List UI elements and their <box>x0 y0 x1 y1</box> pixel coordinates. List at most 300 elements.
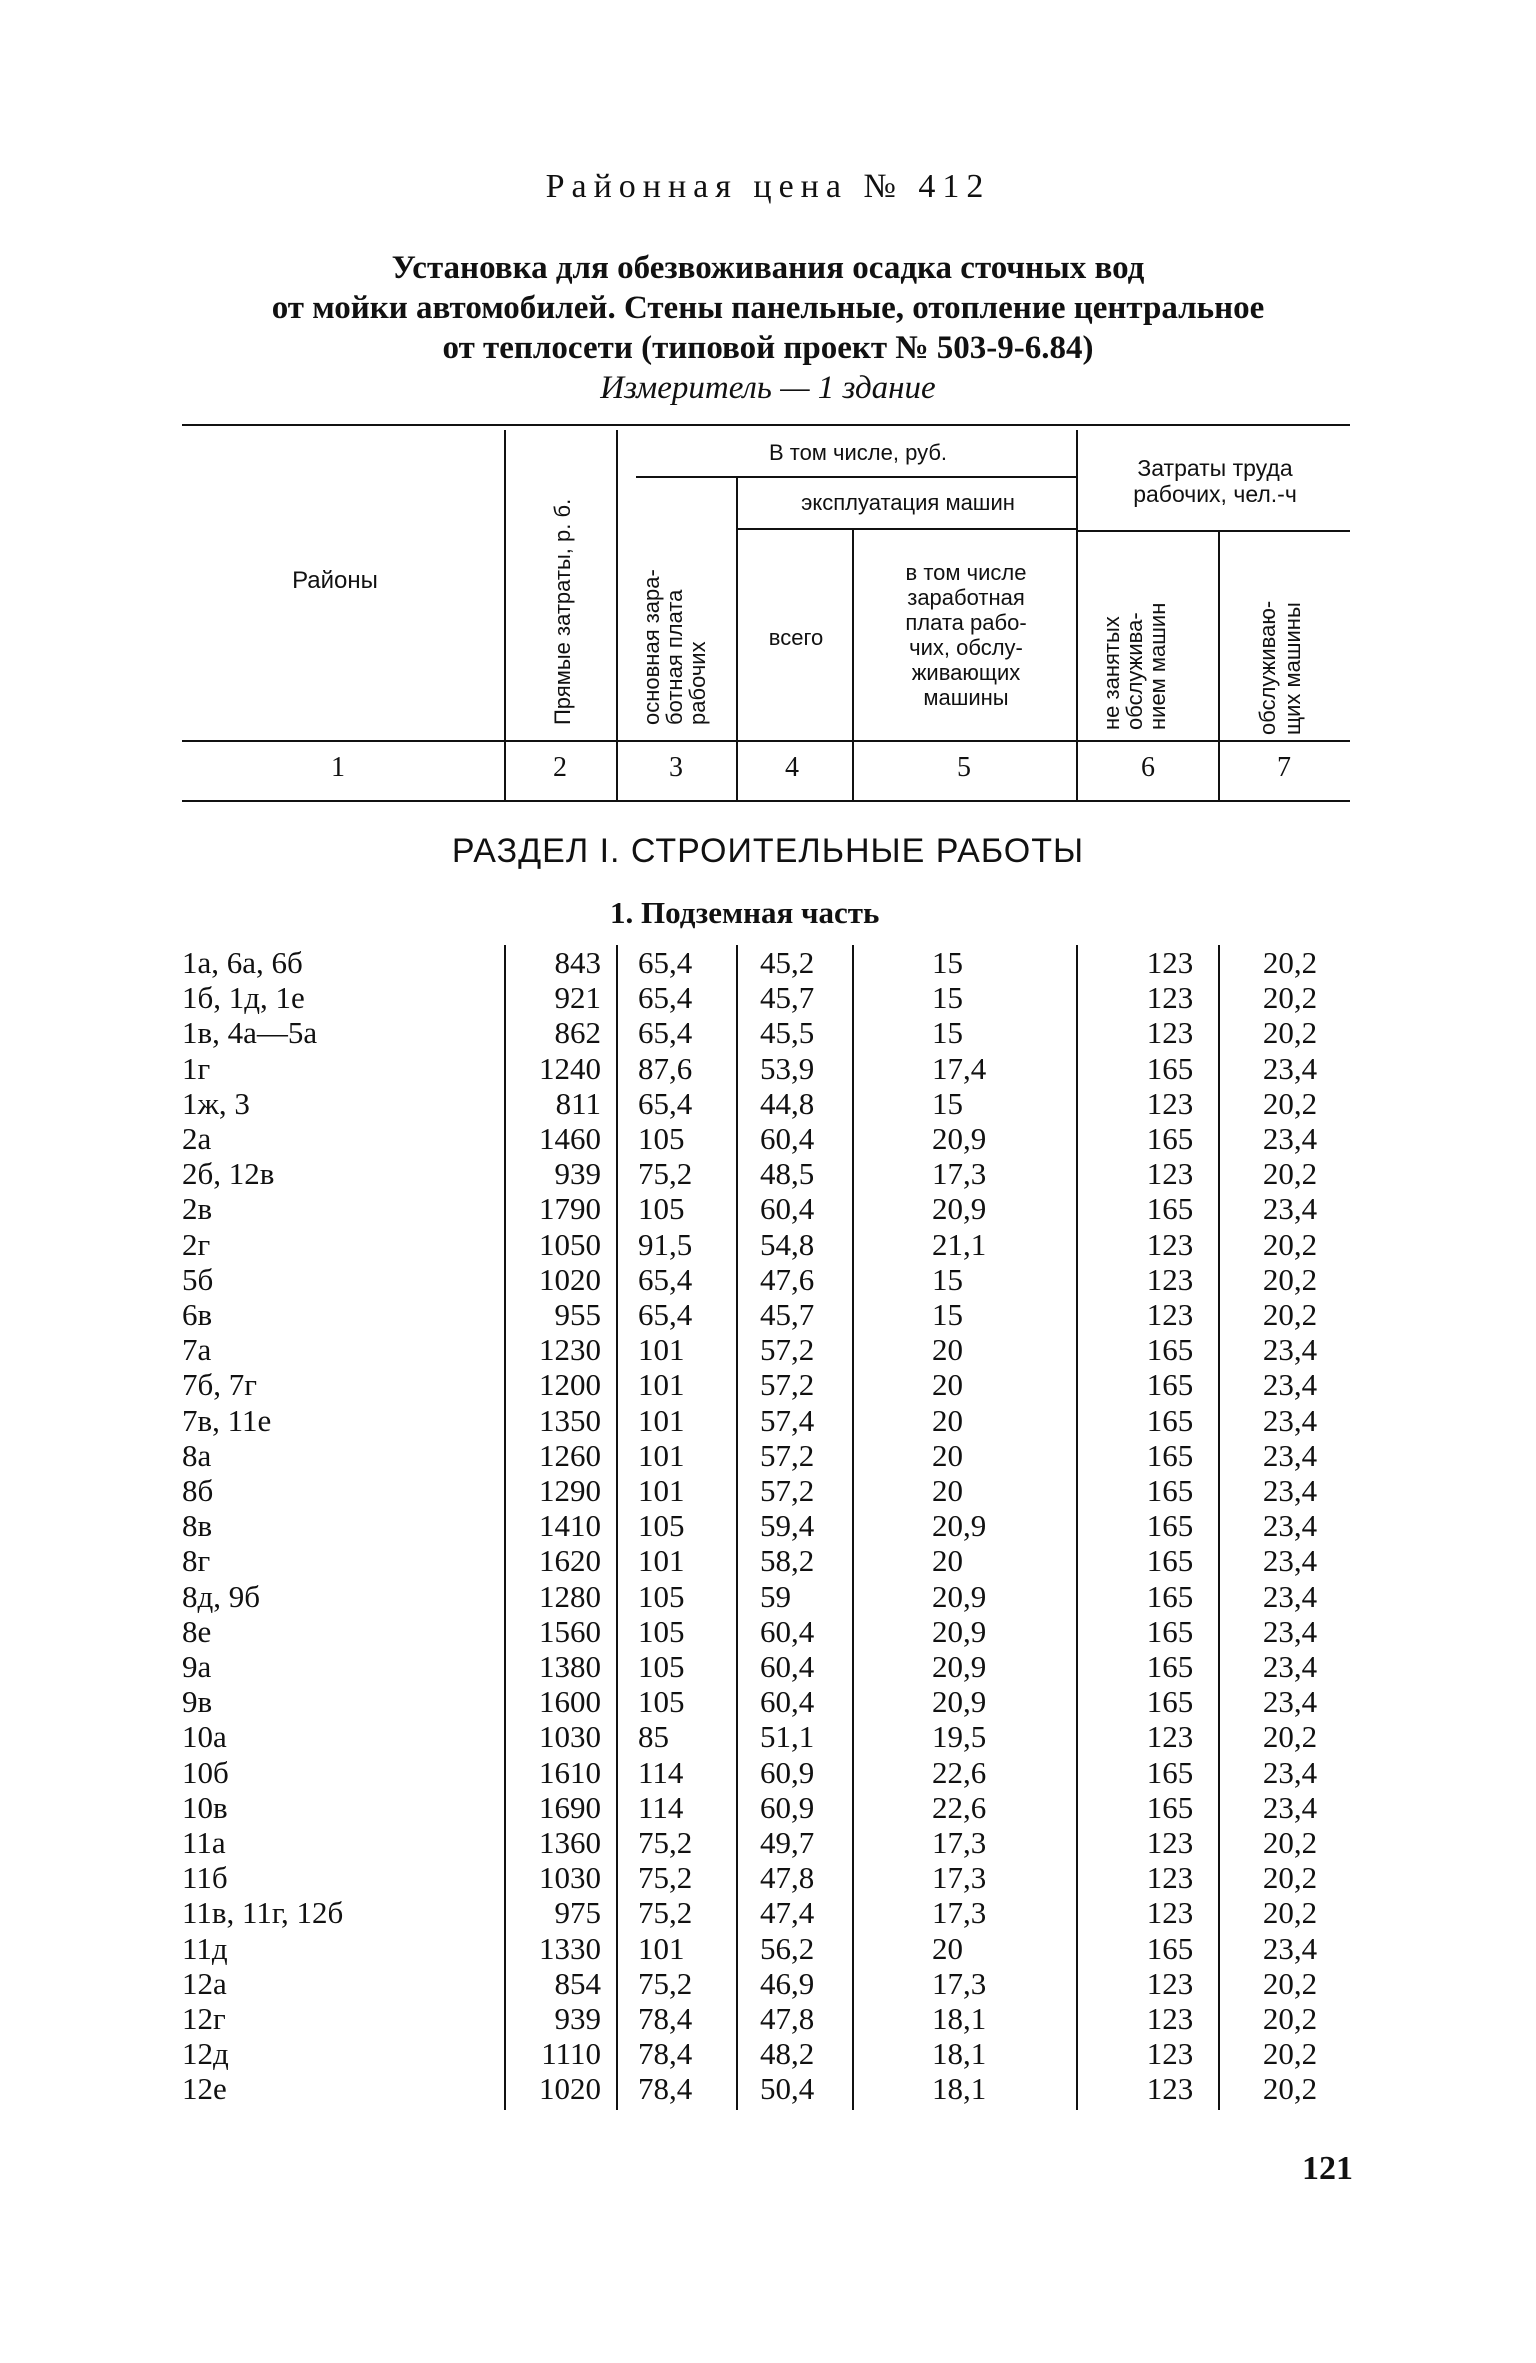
column-number: 1 <box>331 752 345 783</box>
drivers-wage-cell: 20,9 <box>932 1191 987 1227</box>
header-regions: Районы <box>292 567 378 594</box>
labor-machine-ops-cell: 20,2 <box>1262 1895 1318 1931</box>
machines-total-cell: 59 <box>760 1578 791 1614</box>
header-divider <box>1076 430 1078 800</box>
base-wage-cell: 101 <box>638 1473 685 1508</box>
base-wage-cell: 75,2 <box>638 1156 693 1192</box>
table-row <box>0 1543 1536 1578</box>
drivers-wage-cell: 18,1 <box>932 2036 987 2072</box>
table-row <box>0 1086 1536 1121</box>
drivers-wage-cell: 20 <box>932 1437 963 1473</box>
machines-total-cell: 60,4 <box>760 1121 815 1156</box>
direct-costs-cell: 1790 <box>539 1191 601 1227</box>
region-cell: 8д, 9б <box>182 1578 261 1614</box>
direct-costs-cell: 1560 <box>539 1613 601 1649</box>
machines-total-cell: 48,5 <box>760 1156 815 1192</box>
labor-not-machine-cell: 123 <box>1146 945 1194 980</box>
region-cell: 7б, 7г <box>182 1367 257 1403</box>
labor-not-machine-cell: 165 <box>1146 1437 1194 1473</box>
labor-machine-ops-cell: 20,2 <box>1262 2071 1318 2107</box>
labor-machine-ops-cell: 20,2 <box>1262 1860 1318 1896</box>
base-wage-cell: 105 <box>638 1613 685 1649</box>
header-divider <box>1218 530 1220 800</box>
machines-total-cell: 46,9 <box>760 1965 815 2001</box>
drivers-wage-cell: 17,3 <box>932 1825 987 1860</box>
labor-not-machine-cell: 123 <box>1146 1825 1194 1860</box>
direct-costs-cell: 843 <box>554 945 601 980</box>
labor-machine-ops-cell: 20,2 <box>1262 1226 1318 1262</box>
region-cell: 10а <box>182 1719 227 1755</box>
header-divider <box>504 430 506 800</box>
base-wage-cell: 75,2 <box>638 1860 693 1896</box>
labor-machine-ops-cell: 20,2 <box>1262 2036 1318 2072</box>
direct-costs-cell: 1290 <box>539 1473 601 1508</box>
header-drivers-wage <box>856 560 1076 710</box>
labor-machine-ops-cell: 20,2 <box>1262 1261 1318 1297</box>
labor-not-machine-cell: 123 <box>1146 1015 1194 1051</box>
column-number: 7 <box>1277 752 1291 783</box>
direct-costs-cell: 1330 <box>539 1930 601 1966</box>
machines-total-cell: 57,2 <box>760 1437 815 1473</box>
labor-machine-ops-cell: 20,2 <box>1262 1965 1318 2001</box>
direct-costs-cell: 1030 <box>539 1719 601 1755</box>
header-machine-ops-line: щих машины <box>1280 602 1305 735</box>
base-wage-cell: 65,4 <box>638 945 693 980</box>
machines-total-cell: 57,2 <box>760 1367 815 1403</box>
region-cell: 12г <box>182 2001 226 2036</box>
table-row <box>0 1191 1536 1226</box>
labor-machine-ops-cell: 23,4 <box>1262 1367 1318 1403</box>
region-cell: 12а <box>182 1965 227 2001</box>
labor-not-machine-cell: 123 <box>1146 1085 1194 1121</box>
machines-total-cell: 57,2 <box>760 1473 815 1508</box>
drivers-wage-cell: 22,6 <box>932 1754 987 1790</box>
header-labor-line: Затраты труда <box>1137 455 1293 481</box>
table-row <box>0 1508 1536 1543</box>
table-row <box>0 1755 1536 1790</box>
table-row <box>0 2071 1536 2106</box>
region-cell: 1а, 6а, 6б <box>182 945 303 980</box>
direct-costs-cell: 1260 <box>539 1437 601 1473</box>
header-machines: эксплуатация машин <box>801 490 1015 515</box>
labor-machine-ops-cell: 20,2 <box>1262 1719 1318 1755</box>
labor-not-machine-cell: 123 <box>1146 1965 1194 2001</box>
table-row <box>0 1684 1536 1719</box>
drivers-wage-cell: 20 <box>932 1473 963 1508</box>
header-drivers-wage-line: чих, обслу- <box>909 635 1023 660</box>
direct-costs-cell: 1200 <box>539 1367 601 1403</box>
base-wage-cell: 65,4 <box>638 1015 693 1051</box>
drivers-wage-cell: 20,9 <box>932 1121 987 1156</box>
base-wage-cell: 105 <box>638 1508 685 1544</box>
region-cell: 7а <box>182 1332 212 1368</box>
labor-machine-ops-cell: 20,2 <box>1262 1825 1318 1860</box>
subtitle-line: от мойки автомобилей. Стены панельные, отопление центральное <box>271 290 1265 326</box>
drivers-wage-cell: 20 <box>932 1367 963 1403</box>
drivers-wage-cell: 18,1 <box>932 2071 987 2107</box>
labor-not-machine-cell: 165 <box>1146 1050 1194 1086</box>
subtitle-line: от теплосети (типовой проект № 503-9-6.84) <box>442 330 1094 366</box>
machines-total-cell: 60,4 <box>760 1684 815 1720</box>
direct-costs-cell: 1020 <box>539 1261 601 1297</box>
table-row <box>0 1649 1536 1684</box>
region-cell: 8а <box>182 1437 212 1473</box>
region-cell: 11в, 11г, 12б <box>182 1895 344 1931</box>
machines-total-cell: 47,8 <box>760 2001 815 2036</box>
direct-costs-cell: 1030 <box>539 1860 601 1896</box>
machines-total-cell: 60,4 <box>760 1649 815 1684</box>
base-wage-cell: 75,2 <box>638 1825 693 1860</box>
machines-total-cell: 51,1 <box>760 1719 815 1755</box>
direct-costs-cell: 1240 <box>539 1050 601 1086</box>
table-row <box>0 945 1536 980</box>
labor-machine-ops-cell: 23,4 <box>1262 1789 1318 1825</box>
table-row <box>0 1579 1536 1614</box>
table-row <box>0 1403 1536 1438</box>
direct-costs-cell: 921 <box>554 980 601 1016</box>
region-cell: 2в <box>182 1191 213 1227</box>
region-cell: 8в <box>182 1508 213 1544</box>
base-wage-cell: 65,4 <box>638 980 693 1016</box>
base-wage-cell: 87,6 <box>638 1050 693 1086</box>
drivers-wage-cell: 20,9 <box>932 1649 987 1684</box>
drivers-wage-cell: 15 <box>932 1297 963 1332</box>
direct-costs-cell: 1690 <box>539 1789 601 1825</box>
region-cell: 9а <box>182 1649 212 1684</box>
direct-costs-cell: 1020 <box>539 2071 601 2107</box>
base-wage-cell: 78,4 <box>638 2036 693 2072</box>
region-cell: 10в <box>182 1789 228 1825</box>
drivers-wage-cell: 17,4 <box>932 1050 987 1086</box>
header-divider <box>616 430 618 800</box>
base-wage-cell: 65,4 <box>638 1297 693 1332</box>
region-cell: 1ж, 3 <box>182 1085 250 1121</box>
table-row <box>0 1860 1536 1895</box>
drivers-wage-cell: 15 <box>932 1085 963 1121</box>
header-machine-ops-line: обслуживаю- <box>1255 600 1280 735</box>
base-wage-cell: 101 <box>638 1543 685 1579</box>
base-wage-cell: 101 <box>638 1930 685 1966</box>
direct-costs-cell: 854 <box>554 1965 601 2001</box>
labor-not-machine-cell: 123 <box>1146 2071 1194 2107</box>
header-direct-costs: Прямые затраты, р. б. <box>550 498 575 725</box>
drivers-wage-cell: 18,1 <box>932 2001 987 2036</box>
table-row <box>0 1051 1536 1086</box>
table-row <box>0 1790 1536 1825</box>
machines-total-cell: 59,4 <box>760 1508 815 1544</box>
machines-total-cell: 57,4 <box>760 1402 815 1438</box>
region-cell: 7в, 11е <box>182 1402 272 1438</box>
region-cell: 2а <box>182 1121 212 1156</box>
labor-not-machine-cell: 165 <box>1146 1367 1194 1403</box>
direct-costs-cell: 1110 <box>541 2036 601 2072</box>
subtitle-line: Установка для обезвоживания осадка сточных вод <box>391 250 1145 286</box>
table-row <box>0 1895 1536 1930</box>
header-drivers-wage-line: плата рабо- <box>905 610 1027 635</box>
table-row <box>0 1227 1536 1262</box>
region-cell: 10б <box>182 1754 229 1790</box>
labor-not-machine-cell: 165 <box>1146 1121 1194 1156</box>
table-row <box>0 1332 1536 1367</box>
page-subtitle <box>0 248 1536 368</box>
direct-costs-cell: 1280 <box>539 1578 601 1614</box>
labor-machine-ops-cell: 20,2 <box>1262 980 1318 1016</box>
table-row <box>0 1438 1536 1473</box>
machines-total-cell: 60,4 <box>760 1191 815 1227</box>
drivers-wage-cell: 17,3 <box>932 1965 987 2001</box>
labor-machine-ops-cell: 23,4 <box>1262 1754 1318 1790</box>
base-wage-cell: 105 <box>638 1649 685 1684</box>
header-not-machine <box>1100 603 1169 730</box>
region-cell: 11д <box>182 1930 228 1966</box>
labor-not-machine-cell: 123 <box>1146 1860 1194 1896</box>
header-base-wage <box>640 569 709 725</box>
base-wage-cell: 101 <box>638 1437 685 1473</box>
column-number: 4 <box>785 752 799 783</box>
header-not-machine-line: обслужива- <box>1122 612 1147 730</box>
base-wage-cell: 65,4 <box>638 1261 693 1297</box>
direct-costs-cell: 939 <box>554 1156 601 1192</box>
machines-total-cell: 47,6 <box>760 1261 815 1297</box>
base-wage-cell: 105 <box>638 1191 685 1227</box>
table-row <box>0 1473 1536 1508</box>
labor-machine-ops-cell: 23,4 <box>1262 1121 1318 1156</box>
subsection-title: 1. Подземная часть <box>610 895 880 930</box>
machines-total-cell: 60,4 <box>760 1613 815 1649</box>
table-row <box>0 1825 1536 1860</box>
labor-machine-ops-cell: 20,2 <box>1262 2001 1318 2036</box>
region-cell: 1г <box>182 1050 211 1086</box>
drivers-wage-cell: 19,5 <box>932 1719 987 1755</box>
header-labor-line: рабочих, чел.-ч <box>1133 481 1297 507</box>
direct-costs-cell: 1380 <box>539 1649 601 1684</box>
direct-costs-cell: 1230 <box>539 1332 601 1368</box>
measure-unit: Измеритель — 1 здание <box>600 370 936 406</box>
labor-machine-ops-cell: 20,2 <box>1262 1156 1318 1192</box>
labor-machine-ops-cell: 20,2 <box>1262 1085 1318 1121</box>
region-cell: 5б <box>182 1261 214 1297</box>
drivers-wage-cell: 22,6 <box>932 1789 987 1825</box>
machines-total-cell: 47,8 <box>760 1860 815 1896</box>
machines-total-cell: 44,8 <box>760 1085 815 1121</box>
table-row <box>0 1931 1536 1966</box>
drivers-wage-cell: 20,9 <box>932 1578 987 1614</box>
labor-machine-ops-cell: 23,4 <box>1262 1613 1318 1649</box>
page-number: 121 <box>1302 2150 1353 2187</box>
drivers-wage-cell: 17,3 <box>932 1156 987 1192</box>
table-row <box>0 1966 1536 2001</box>
header-rule-machines <box>738 528 1076 530</box>
machines-total-cell: 57,2 <box>760 1332 815 1368</box>
machines-total-cell: 48,2 <box>760 2036 815 2072</box>
labor-not-machine-cell: 123 <box>1146 1297 1194 1332</box>
labor-not-machine-cell: 165 <box>1146 1508 1194 1544</box>
labor-not-machine-cell: 123 <box>1146 1156 1194 1192</box>
labor-not-machine-cell: 123 <box>1146 980 1194 1016</box>
region-cell: 8е <box>182 1613 212 1649</box>
labor-machine-ops-cell: 20,2 <box>1262 945 1318 980</box>
column-number: 3 <box>669 752 683 783</box>
table-row <box>0 2036 1536 2071</box>
machines-total-cell: 47,4 <box>760 1895 815 1931</box>
labor-not-machine-cell: 165 <box>1146 1684 1194 1720</box>
direct-costs-cell: 862 <box>554 1015 601 1051</box>
section-title: РАЗДЕЛ I. СТРОИТЕЛЬНЫЕ РАБОТЫ <box>451 832 1085 870</box>
labor-machine-ops-cell: 23,4 <box>1262 1191 1318 1227</box>
machines-total-cell: 54,8 <box>760 1226 815 1262</box>
base-wage-cell: 101 <box>638 1332 685 1368</box>
labor-machine-ops-cell: 23,4 <box>1262 1578 1318 1614</box>
page-title: Районная цена № 412 <box>545 168 991 205</box>
drivers-wage-cell: 20 <box>932 1543 963 1579</box>
drivers-wage-cell: 15 <box>932 980 963 1016</box>
region-cell: 9в <box>182 1684 213 1720</box>
header-base-wage-line: ботная плата <box>662 589 687 725</box>
drivers-wage-cell: 15 <box>932 945 963 980</box>
region-cell: 8г <box>182 1543 211 1579</box>
labor-machine-ops-cell: 23,4 <box>1262 1473 1318 1508</box>
header-bottom-rule <box>182 740 1350 742</box>
drivers-wage-cell: 21,1 <box>932 1226 987 1262</box>
header-base-wage-line: рабочих <box>685 641 710 725</box>
base-wage-cell: 105 <box>638 1578 685 1614</box>
base-wage-cell: 85 <box>638 1719 669 1755</box>
table-row <box>0 1262 1536 1297</box>
labor-not-machine-cell: 165 <box>1146 1402 1194 1438</box>
header-drivers-wage-line: заработная <box>907 585 1025 610</box>
direct-costs-cell: 975 <box>554 1895 601 1931</box>
drivers-wage-cell: 15 <box>932 1015 963 1051</box>
header-incl: В том числе, руб. <box>768 440 948 465</box>
base-wage-cell: 114 <box>638 1754 684 1790</box>
header-divider <box>852 530 854 800</box>
drivers-wage-cell: 20,9 <box>932 1508 987 1544</box>
machines-total-cell: 49,7 <box>760 1825 815 1860</box>
table-top-rule <box>182 424 1350 426</box>
direct-costs-cell: 1600 <box>539 1684 601 1720</box>
labor-not-machine-cell: 123 <box>1146 2001 1194 2036</box>
table-row <box>0 1614 1536 1649</box>
table-row <box>0 1156 1536 1191</box>
base-wage-cell: 114 <box>638 1789 684 1825</box>
labor-machine-ops-cell: 23,4 <box>1262 1402 1318 1438</box>
direct-costs-cell: 1360 <box>539 1825 601 1860</box>
region-cell: 2б, 12в <box>182 1156 275 1192</box>
labor-not-machine-cell: 165 <box>1146 1789 1194 1825</box>
machines-total-cell: 60,9 <box>760 1789 815 1825</box>
header-not-machine-line: не занятых <box>1099 616 1124 730</box>
table-row <box>0 980 1536 1015</box>
machines-total-cell: 45,7 <box>760 1297 815 1332</box>
region-cell: 11а <box>182 1825 226 1860</box>
column-number: 6 <box>1141 752 1155 783</box>
region-cell: 1в, 4а—5а <box>182 1015 318 1051</box>
labor-machine-ops-cell: 20,2 <box>1262 1297 1318 1332</box>
header-machine-ops <box>1255 601 1305 735</box>
labor-machine-ops-cell: 23,4 <box>1262 1543 1318 1579</box>
machines-total-cell: 45,2 <box>760 945 815 980</box>
labor-not-machine-cell: 165 <box>1146 1578 1194 1614</box>
machines-total-cell: 60,9 <box>760 1754 815 1790</box>
labor-not-machine-cell: 123 <box>1146 2036 1194 2072</box>
header-divider <box>736 478 738 800</box>
table-row <box>0 1015 1536 1050</box>
labor-not-machine-cell: 165 <box>1146 1332 1194 1368</box>
region-cell: 12д <box>182 2036 229 2072</box>
base-wage-cell: 101 <box>638 1367 685 1403</box>
drivers-wage-cell: 15 <box>932 1261 963 1297</box>
header-labor <box>1080 455 1350 507</box>
drivers-wage-cell: 20 <box>932 1402 963 1438</box>
drivers-wage-cell: 20 <box>932 1332 963 1368</box>
machines-total-cell: 56,2 <box>760 1930 815 1966</box>
direct-costs-cell: 1620 <box>539 1543 601 1579</box>
region-cell: 8б <box>182 1473 214 1508</box>
drivers-wage-cell: 17,3 <box>932 1860 987 1896</box>
direct-costs-cell: 1050 <box>539 1226 601 1262</box>
base-wage-cell: 105 <box>638 1121 685 1156</box>
labor-machine-ops-cell: 23,4 <box>1262 1437 1318 1473</box>
labor-machine-ops-cell: 23,4 <box>1262 1930 1318 1966</box>
labor-not-machine-cell: 165 <box>1146 1473 1194 1508</box>
direct-costs-cell: 1460 <box>539 1121 601 1156</box>
labor-machine-ops-cell: 23,4 <box>1262 1649 1318 1684</box>
labor-not-machine-cell: 123 <box>1146 1226 1194 1262</box>
colnum-bottom-rule <box>182 800 1350 802</box>
drivers-wage-cell: 17,3 <box>932 1895 987 1931</box>
region-cell: 6в <box>182 1297 213 1332</box>
table-row <box>0 1719 1536 1754</box>
drivers-wage-cell: 20,9 <box>932 1613 987 1649</box>
direct-costs-cell: 1410 <box>539 1508 601 1544</box>
direct-costs-cell: 1350 <box>539 1402 601 1438</box>
header-not-machine-line: нием машин <box>1145 602 1170 730</box>
base-wage-cell: 78,4 <box>638 2001 693 2036</box>
table-row <box>0 1367 1536 1402</box>
machines-total-cell: 45,7 <box>760 980 815 1016</box>
labor-not-machine-cell: 123 <box>1146 1895 1194 1931</box>
labor-machine-ops-cell: 23,4 <box>1262 1684 1318 1720</box>
machines-total-cell: 45,5 <box>760 1015 815 1051</box>
labor-not-machine-cell: 123 <box>1146 1719 1194 1755</box>
direct-costs-cell: 955 <box>554 1297 601 1332</box>
labor-not-machine-cell: 165 <box>1146 1543 1194 1579</box>
header-rule-labor <box>1076 530 1350 532</box>
labor-machine-ops-cell: 23,4 <box>1262 1050 1318 1086</box>
labor-not-machine-cell: 165 <box>1146 1930 1194 1966</box>
base-wage-cell: 105 <box>638 1684 685 1720</box>
labor-machine-ops-cell: 23,4 <box>1262 1332 1318 1368</box>
region-cell: 11б <box>182 1860 228 1896</box>
labor-not-machine-cell: 165 <box>1146 1649 1194 1684</box>
machines-total-cell: 50,4 <box>760 2071 815 2107</box>
labor-not-machine-cell: 123 <box>1146 1261 1194 1297</box>
direct-costs-cell: 939 <box>554 2001 601 2036</box>
base-wage-cell: 78,4 <box>638 2071 693 2107</box>
base-wage-cell: 65,4 <box>638 1085 693 1121</box>
machines-total-cell: 53,9 <box>760 1050 815 1086</box>
column-number: 2 <box>553 752 567 783</box>
header-base-wage-line: основная зара- <box>639 569 664 725</box>
table-row <box>0 1297 1536 1332</box>
machines-total-cell: 58,2 <box>760 1543 815 1579</box>
header-drivers-wage-line: в том числе <box>905 560 1027 585</box>
table-row <box>0 1121 1536 1156</box>
header-rule-incl <box>636 476 1076 478</box>
drivers-wage-cell: 20,9 <box>932 1684 987 1720</box>
labor-machine-ops-cell: 20,2 <box>1262 1015 1318 1051</box>
direct-costs-cell: 1610 <box>539 1754 601 1790</box>
